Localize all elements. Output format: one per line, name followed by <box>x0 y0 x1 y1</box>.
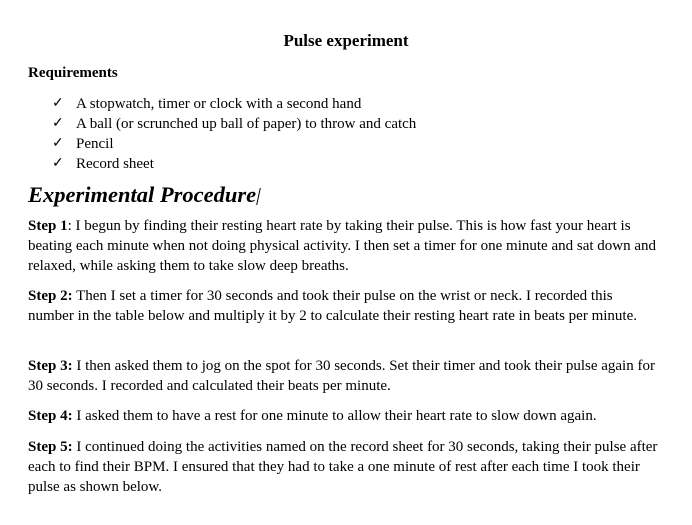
checkmark-icon: ✓ <box>52 116 64 131</box>
step-text: I asked them to have a rest for one minute to allow their heart rate to slow down again. <box>72 408 597 424</box>
list-item <box>52 94 416 114</box>
step-text: Then I set a timer for 30 seconds and took their pulse on the wrist or neck. I recorded this number in the table below and multiply it by 2 to calculate their resting heart rate in beats per minute. <box>28 288 637 324</box>
step-label: Step 5: <box>28 439 73 455</box>
step-label: Step 4: <box>28 408 73 424</box>
step-paragraph <box>28 286 658 326</box>
list-item-text: A stopwatch, timer or clock with a second hand <box>76 96 362 112</box>
requirements-heading: Requirements <box>28 65 118 81</box>
step-paragraph <box>28 356 658 396</box>
step-paragraph <box>28 216 658 276</box>
step-text: I begun by finding their resting heart rate by taking their pulse. This is how fast your heart is beating each minute when not doing physical activity. I then set a timer for one minute and sat down and relaxed, while asking them to take slow deep breaths. <box>28 218 657 274</box>
step-label: Step 3: <box>28 358 73 374</box>
checkmark-icon: ✓ <box>52 136 64 151</box>
list-item <box>52 154 416 174</box>
checkmark-icon: ✓ <box>52 96 64 111</box>
procedure-heading-text: Experimental Procedure <box>28 182 257 207</box>
step-label: Step 2: <box>28 288 73 304</box>
step-paragraph <box>28 406 658 426</box>
list-item-text: Pencil <box>76 136 114 152</box>
list-item-text: A ball (or scrunched up ball of paper) to throw and catch <box>76 116 417 132</box>
requirements-list <box>52 94 416 174</box>
list-item-text: Record sheet <box>76 156 154 172</box>
step-label: Step 1 <box>28 218 68 234</box>
list-item <box>52 114 416 134</box>
checkmark-icon: ✓ <box>52 156 64 171</box>
text-cursor <box>256 188 261 205</box>
list-item <box>52 134 416 154</box>
step-separator: : <box>67 218 72 234</box>
step-paragraph <box>28 437 658 497</box>
step-text: I then asked them to jog on the spot for 30 seconds. Set their timer and took their pulse again for 30 seconds. I recorded and calculated their beats per minute. <box>28 358 655 394</box>
procedure-heading <box>28 182 259 207</box>
page-title: Pulse experiment <box>283 31 409 50</box>
step-text: I continued doing the activities named on the record sheet for 30 seconds, taking their pulse after each to find their BPM. I ensured that they had to take a one minute of rest after each time I took their pulse as shown below. <box>28 439 658 495</box>
